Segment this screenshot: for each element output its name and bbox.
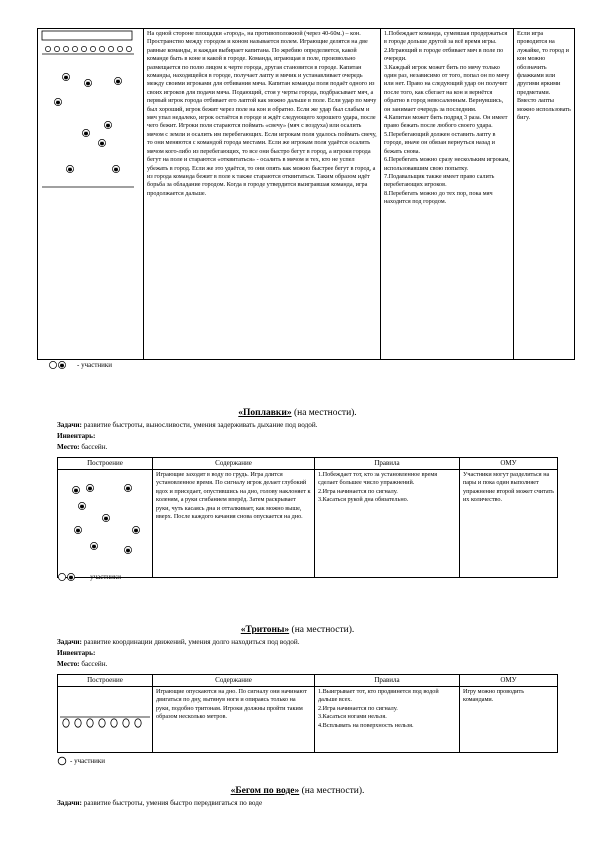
game2-header-content: Содержание bbox=[153, 458, 315, 470]
soccer-ball-icon bbox=[124, 546, 131, 553]
game2-inventory: Инвентарь: bbox=[57, 432, 96, 440]
participants-icon bbox=[57, 572, 83, 582]
soccer-ball-icon bbox=[72, 486, 79, 493]
game4-title: «Бегом по воде» (на местности). bbox=[230, 786, 365, 796]
game4-task: Задачи: развитие быстроты, умения быстро передвигаться по воде bbox=[57, 799, 263, 807]
game1-legend-label: - участники bbox=[77, 361, 113, 369]
game1-content: На одной стороне площадки «город», на противоположной (через 40-60м.) – кон. Пространство между городом и коном называется полем. Играющие делятся на две равные команды, и каждая выбирает капитана. По жребию определяется, какой команде быть в коне и какой в городе. Команда, играющая в поле, произвольно размещается по полю лицом к черте города, другая становится в городе. Капитан команды, находящейся в городе, получает лапту и мячик и устанавливает очередь между своими игроками для отбивания мяча. Капитан команды поля подаёт одного из своих игроков для подачи мяча. Подающий, стоя у черты города, подбрасывает мяч, а первый игрок города отбивает его лаптой как можно дальше в поле. Если удар по мячу был хороший, игрок бежит через поле на кон и обратно. Если же удар был слабым и мяч упал недалеко, игрок остаётся в городе и ждёт следующего хорошего удара, после чего бежит. Игроки поля стараются поймать «свечу» (мяч с воздуха) или осалить мячом с земли и осалить им перебегающих. Если игрокам поля удалось поймать свечу, то они меняются с командой города местами. Если же игрокам поля удаётся осалить мячом кого-либо из перебегающих, то все они быстро бегут в город, а игроки города бегут на поле и стараются «отквитаться» - осалить в мячом и тех, кто не успел убежать в город. Если же это удаётся, то они опять как можно быстрее бегут в город, а из города команда бежит в поле к также стараются отквитаться. Таким образом идёт борьба за обладание городом. Когда в городе утвердится выигравшая команда, игра продолжается дальше. bbox=[144, 29, 381, 360]
game3-participants bbox=[63, 719, 141, 727]
soccer-ball-icon bbox=[114, 77, 121, 84]
soccer-ball-icon bbox=[102, 514, 109, 521]
game2-legend bbox=[57, 572, 121, 582]
game3-header-content: Содержание bbox=[153, 675, 315, 687]
game3-header-formation: Построение bbox=[58, 675, 153, 687]
game3-omu: Игру можно проводить командами. bbox=[460, 687, 558, 753]
game2-task: Задачи: развитие быстроты, выносливости, умения задерживать дыхание под водой. bbox=[57, 421, 318, 429]
game1-formation-diagram bbox=[38, 29, 144, 359]
game2-header-rules: Правила bbox=[315, 458, 460, 470]
circle-icon bbox=[57, 756, 67, 766]
game1-omu: Если игра проводится на лужайке, то город и кон можно обозначить флажками или другими яркими предметами. Вместо лапты можно использовать бигу. bbox=[514, 29, 575, 360]
game2-formation-cell bbox=[58, 470, 153, 578]
game3-formation-cell bbox=[58, 687, 153, 753]
game2-rules: 1.Побеждает тот, кто за установленное время сделает большее число упражнений. 2.Игра начинается по сигналу. 3.Касаться рукой дна обязательно. bbox=[315, 470, 460, 578]
game3-content: Играющие опускаются на дно. По сигналу они начинают двигаться по дну, вытянув ноги и опираясь только на руки, подобно тритонам. Игроки должны пройти таким образом несколько метров. bbox=[153, 687, 315, 753]
soccer-ball-icon bbox=[74, 526, 81, 533]
soccer-ball-icon bbox=[66, 165, 73, 172]
game3-table bbox=[57, 674, 558, 753]
game1-formation-cell bbox=[38, 29, 144, 360]
game2-table bbox=[57, 457, 558, 578]
soccer-ball-icon bbox=[78, 502, 85, 509]
soccer-ball-icon bbox=[82, 129, 89, 136]
soccer-ball-icon bbox=[104, 121, 111, 128]
soccer-ball-icon bbox=[54, 98, 61, 105]
soccer-ball-icon bbox=[90, 542, 97, 549]
game3-task: Задачи: развитие координации движений, умения долго находиться под водой. bbox=[57, 638, 300, 646]
game1-city-zone bbox=[42, 31, 132, 40]
game2-header-formation: Построение bbox=[58, 458, 153, 470]
game3-inventory: Инвентарь: bbox=[57, 649, 96, 657]
game2-title: «Поплавки» (на местности). bbox=[238, 408, 357, 418]
soccer-ball-icon bbox=[132, 526, 139, 533]
game2-header-omu: ОМУ bbox=[460, 458, 558, 470]
game3-title: «Тритоны» (на местности). bbox=[240, 625, 355, 635]
game3-header-omu: ОМУ bbox=[460, 675, 558, 687]
game3-rules: 1.Выигрывает тот, кто продвинется под водой дальше всех. 2.Игра начинается по сигналу. 3.Касаться ногами нельзя. 4.Всплывать на поверхность нельзя. bbox=[315, 687, 460, 753]
game3-place: Место: бассейн. bbox=[57, 660, 108, 668]
game1-field-players bbox=[54, 73, 121, 172]
game1-table bbox=[37, 28, 575, 360]
soccer-ball-icon bbox=[98, 139, 105, 146]
game3-legend-label: - участники bbox=[70, 757, 106, 765]
soccer-ball-icon bbox=[62, 73, 69, 80]
game2-formation-diagram bbox=[58, 470, 153, 576]
game2-omu: Участники могут разделиться на пары и пока один выполняет упражнение второй может считать их количество. bbox=[460, 470, 558, 578]
game3-header-rules: Правила bbox=[315, 675, 460, 687]
game1-legend bbox=[48, 360, 112, 370]
soccer-ball-icon bbox=[124, 484, 131, 491]
game2-place: Место: бассейн. bbox=[57, 443, 108, 451]
game3-legend bbox=[57, 756, 105, 766]
game2-legend-label: - участники bbox=[86, 573, 122, 581]
game1-city-players bbox=[45, 46, 131, 51]
soccer-ball-icon bbox=[86, 484, 93, 491]
game2-content: Играющие заходят в воду по грудь. Игра длится установленное время. По сигналу игрок делает глубокий вдох и приседает, опустившись на дно, голову наклоняет к коленям, а руки сгибанием вперёд. Затем раскрывает руки, чуть касаясь дна и отталкивает, как можно выше, вверх. После каждого качания снова опускается на дно. bbox=[153, 470, 315, 578]
game1-rules: 1.Побеждает команда, сумевшая продержаться в городе дольше другой за всё время игры. 2.Играющий в городе отбивает мяч в поле по очереди. 3.Каждый игрок может бить по мячу только один раз, независимо от того, попал он по мячу или нет. Право на следующий удар он получит после того, как сбегает на кон и вернётся обратно в город невосаленным. Вернувшись, он занимает очередь за последним. 4.Капитан может бить подряд 3 раза. Он имеет право бежать после любого своего удара. 5.Перебегающий должен оставить лапту в городе, иначе он обязан вернуться назад и бежать снова. 6.Перебегать можно сразу нескольким игрокам, использовавшим свою попытку. 7.Подавальщик также имеет право салить перебегающих игроков. 8.Перебегать можно до тех пор, пока мяч находится под городом. bbox=[381, 29, 514, 360]
soccer-ball-icon bbox=[112, 165, 119, 172]
participants-icon bbox=[48, 360, 74, 370]
soccer-ball-icon bbox=[84, 79, 91, 86]
game2-players bbox=[72, 484, 139, 553]
game3-formation-diagram bbox=[58, 687, 153, 751]
